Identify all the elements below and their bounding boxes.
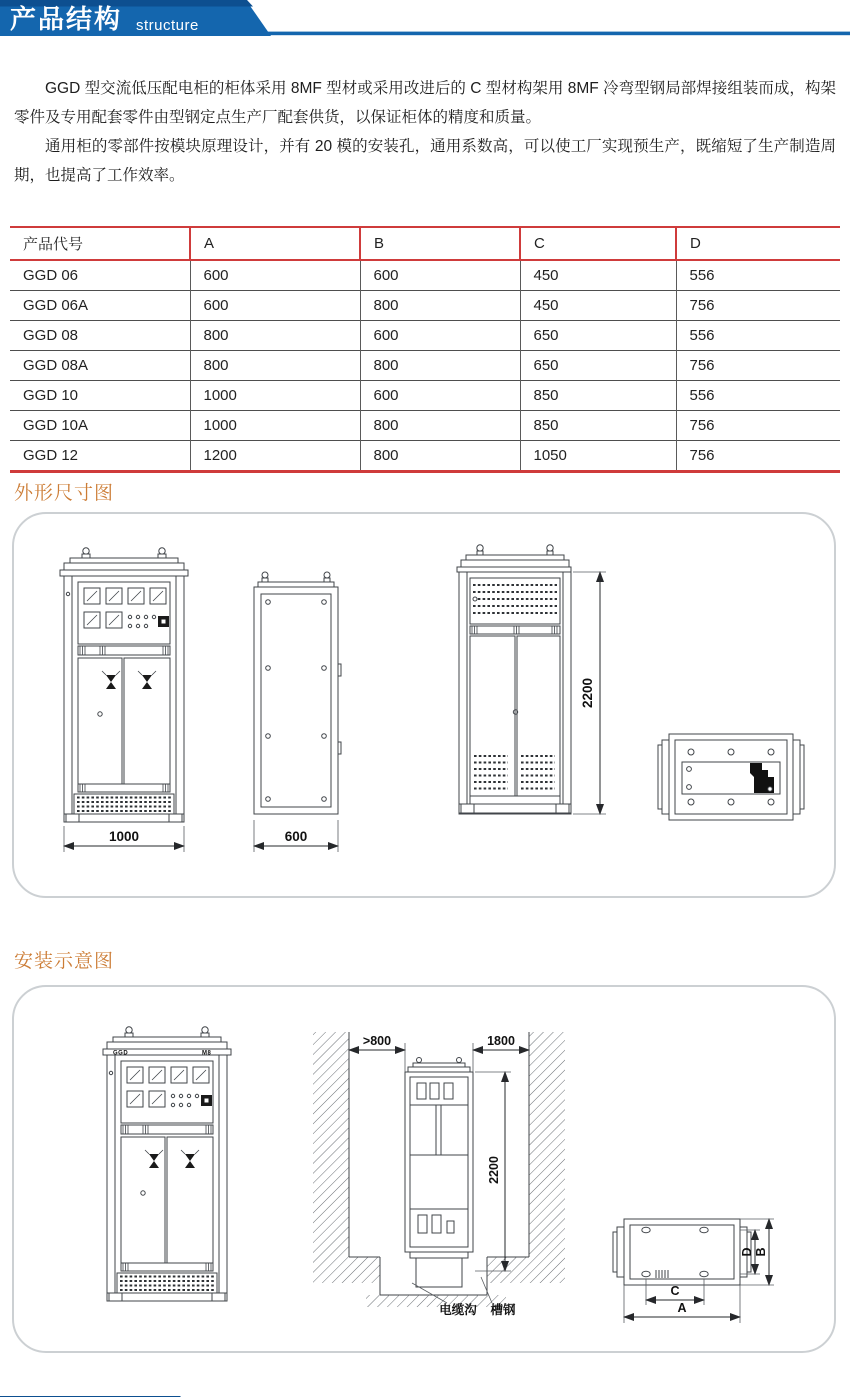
table-cell: 850 — [520, 411, 676, 441]
col-header: B — [360, 227, 520, 260]
height-dimension — [573, 572, 606, 814]
right-wall-hatch — [529, 1032, 565, 1257]
side-depth-dim-label: 600 — [284, 829, 308, 844]
col-header: 产品代号 — [10, 227, 190, 260]
floor-hatch — [487, 1257, 565, 1283]
cabinet-top-view — [658, 734, 804, 820]
col-header: C — [520, 227, 676, 260]
table-cell: 756 — [676, 291, 840, 321]
table-row — [10, 381, 840, 411]
table-header-row — [10, 227, 840, 260]
plan-dim-d-label: D — [740, 1247, 754, 1257]
cabinet-side-view — [254, 572, 341, 814]
table-cell: 556 — [676, 381, 840, 411]
table-cell: 800 — [190, 321, 360, 351]
install-diagram-panel — [12, 985, 836, 1353]
table-cell: 650 — [520, 351, 676, 381]
side-depth-dimension — [254, 820, 338, 852]
table-row — [10, 351, 840, 381]
intro-paragraph-2: 通用柜的零部件按模块原理设计，并有 20 模的安装孔，通用系数高，可以使工厂实现预生产，既缩短了生产制造周期，也提高了工作效率。 — [14, 138, 836, 184]
table-row — [10, 291, 840, 321]
table-cell: 600 — [360, 321, 520, 351]
page-subtitle: structure — [136, 17, 199, 34]
table-cell: GGD 08 — [10, 321, 190, 351]
front-width-dim-label: 1000 — [108, 829, 140, 844]
table-cell: 800 — [360, 441, 520, 472]
table-cell: 450 — [520, 260, 676, 291]
spec-table — [10, 226, 840, 473]
spec-table-head — [10, 227, 840, 260]
intro-paragraph-1: GGD 型交流低压配电柜的柜体采用 8MF 型材或采用改进后的 C 型材构架用 8MF 冷弯型钢局部焊接组装而成，构架零件及专用配套零件由型钢定点生产厂配套供货，以保证柜体的精度和质量。 — [14, 80, 836, 126]
header-banner — [0, 0, 850, 36]
model-label: GGD — [113, 1050, 129, 1057]
intro-text — [14, 74, 836, 190]
table-cell: 450 — [520, 291, 676, 321]
col-header: D — [676, 227, 840, 260]
table-cell: 756 — [676, 351, 840, 381]
plan-dim-b-label: B — [754, 1247, 768, 1257]
table-row — [10, 260, 840, 291]
spec-table-body — [10, 260, 840, 472]
cable-trench-label: 电缆沟 — [439, 1303, 477, 1317]
install-height-dim-label: 2200 — [487, 1156, 501, 1184]
cabinet-rear-view — [457, 545, 571, 814]
table-cell: 756 — [676, 411, 840, 441]
table-cell: 756 — [676, 441, 840, 472]
height-dim-label: 2200 — [580, 677, 595, 709]
outline-diagram — [14, 514, 834, 894]
table-cell: 1200 — [190, 441, 360, 472]
channel-steel-label: 槽钢 — [490, 1303, 516, 1317]
col-header: A — [190, 227, 360, 260]
table-cell: 600 — [190, 260, 360, 291]
table-cell: 600 — [190, 291, 360, 321]
banner-ribbon-shape — [0, 0, 850, 36]
table-cell: 600 — [360, 381, 520, 411]
table-cell: 1050 — [520, 441, 676, 472]
table-cell: GGD 10 — [10, 381, 190, 411]
table-row — [10, 411, 840, 441]
table-cell: 556 — [676, 321, 840, 351]
left-clearance-dim-label: >800 — [362, 1034, 392, 1048]
plan-dim-a-label: A — [677, 1301, 687, 1315]
table-row — [10, 321, 840, 351]
left-wall-hatch — [313, 1032, 349, 1257]
table-cell: 1000 — [190, 411, 360, 441]
table-cell: GGD 10A — [10, 411, 190, 441]
outline-diagram-panel — [12, 512, 836, 898]
cabinet-front-view — [60, 548, 188, 822]
table-cell: GGD 08A — [10, 351, 190, 381]
table-cell: GGD 06 — [10, 260, 190, 291]
table-cell: 850 — [520, 381, 676, 411]
front-width-dimension — [64, 826, 184, 852]
right-clearance-dim-label: 1800 — [487, 1034, 515, 1048]
install-plan-view — [613, 1219, 751, 1285]
table-cell: 800 — [360, 351, 520, 381]
page-title: 产品结构 — [10, 4, 123, 34]
install-section-label: 安装示意图 — [14, 951, 115, 972]
bolt-label: M8 — [202, 1050, 212, 1057]
table-cell: GGD 12 — [10, 441, 190, 472]
table-cell: 800 — [360, 291, 520, 321]
table-cell: 800 — [190, 351, 360, 381]
trench-side-view — [313, 1032, 565, 1307]
table-cell: 650 — [520, 321, 676, 351]
floor-hatch — [313, 1257, 380, 1283]
table-cell: 800 — [360, 411, 520, 441]
install-diagram — [14, 987, 834, 1349]
table-row — [10, 441, 840, 472]
outline-section-label: 外形尺寸图 — [14, 483, 115, 504]
table-cell: GGD 06A — [10, 291, 190, 321]
footer-ribbon — [0, 1390, 850, 1397]
table-cell: 556 — [676, 260, 840, 291]
plan-dim-c-label: C — [670, 1284, 680, 1298]
table-cell: 1000 — [190, 381, 360, 411]
table-cell: 600 — [360, 260, 520, 291]
install-front-view — [103, 1027, 231, 1301]
